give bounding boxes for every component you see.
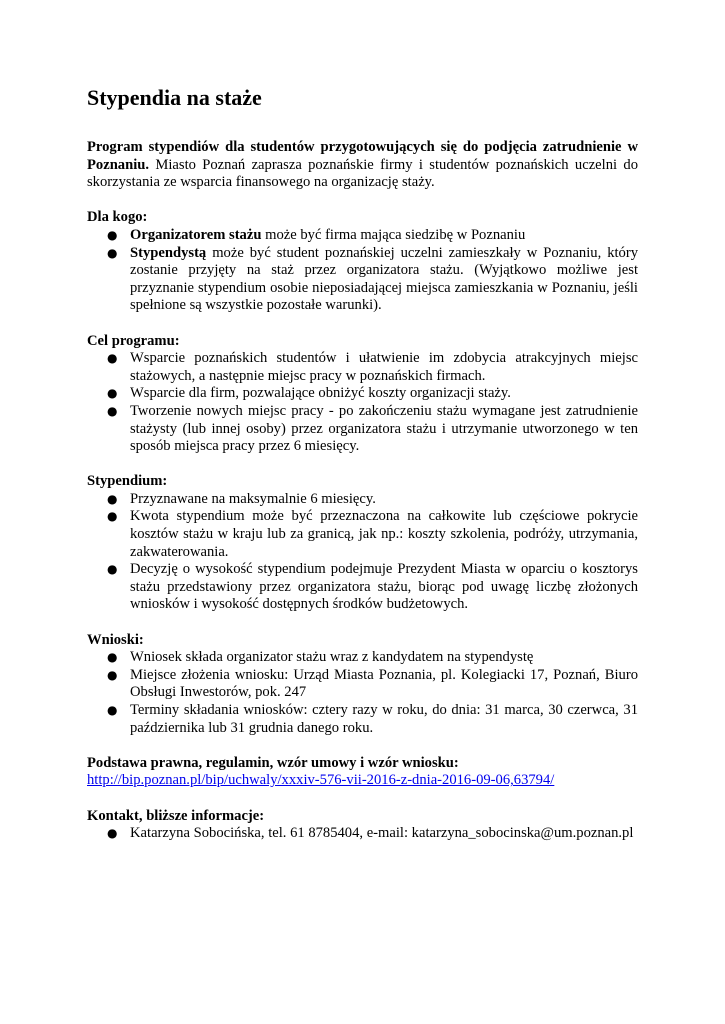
bullet-icon: ● bbox=[107, 227, 118, 242]
list-item-text: Kwota stypendium może być przeznaczona na całkowite lub częściowe pokrycie kosztów stażu w kraju lub za granicą, jak np.: koszty szkolenia, podróży, utrzymania, zakwaterowania. bbox=[130, 508, 638, 560]
intro-bold: Program stypendiów dla studentów przygotowujących się do podjęcia zatrudnienie w Poznaniu. bbox=[87, 139, 638, 173]
section-heading: Kontakt, bliższe informacje: bbox=[87, 807, 265, 824]
bullet-icon: ● bbox=[107, 403, 118, 418]
bullet-icon: ● bbox=[107, 386, 118, 401]
bullet-list bbox=[87, 491, 638, 614]
section-heading: Cel programu: bbox=[87, 332, 180, 349]
section-heading: Stypendium: bbox=[87, 473, 168, 490]
section-heading: Dla kogo: bbox=[87, 209, 148, 226]
list-item bbox=[87, 649, 638, 667]
bullet-icon: ● bbox=[107, 509, 118, 524]
list-item bbox=[87, 491, 638, 509]
section-dla-kogo bbox=[87, 209, 638, 315]
page-title: Stypendia na staże bbox=[87, 85, 262, 110]
section-wnioski bbox=[87, 632, 638, 738]
bullet-list bbox=[87, 227, 638, 315]
intro-paragraph bbox=[87, 139, 638, 192]
regulations-link[interactable]: http://bip.poznan.pl/bip/uchwaly/xxxiv-576-vii-2016-z-dnia-2016-09-06,63794/ bbox=[87, 772, 555, 789]
section-stypendium bbox=[87, 473, 638, 614]
intro-text: Miasto Poznań zaprasza poznańskie firmy i studentów poznańskich uczelni do skorzystania ze wsparcia finansowego na organizację staży. bbox=[87, 156, 638, 191]
list-item bbox=[87, 825, 638, 843]
list-item-text: Wsparcie dla firm, pozwalające obniżyć koszty organizacji staży. bbox=[130, 385, 511, 402]
list-item-text: Katarzyna Sobocińska, tel. 61 8785404, e-mail: katarzyna_sobocinska@um.poznan.pl bbox=[130, 825, 634, 842]
bullet-icon: ● bbox=[107, 351, 118, 366]
list-item bbox=[87, 561, 638, 614]
list-item-text: Wsparcie poznańskich studentów i ułatwienie im zdobycia atrakcyjnych miejsc stażowych, a następnie miejsc pracy w poznańskich firmach. bbox=[130, 350, 638, 384]
list-item bbox=[87, 227, 638, 245]
section-kontakt bbox=[87, 808, 638, 843]
list-item-bold: Stypendystą bbox=[130, 244, 207, 261]
list-item-text: może być student poznańskiej uczelni zamieszkały w Poznaniu, który zostanie przyjęty na staż przez organizatora stażu. (Wyjątkowo możliwe jest przyznanie stypendium osobie nieposiadającej miejsca zamieszkania w Poznaniu, jeśli spełnione są wszystkie pozostałe warunki). bbox=[130, 244, 638, 314]
bullet-icon: ● bbox=[107, 826, 118, 841]
bullet-icon: ● bbox=[107, 650, 118, 665]
list-item bbox=[87, 403, 638, 456]
bullet-icon: ● bbox=[107, 667, 118, 682]
list-item-text: Terminy składania wniosków: cztery razy w roku, do dnia: 31 marca, 30 czerwca, 31 października lub 31 grudnia danego roku. bbox=[130, 702, 638, 736]
list-item bbox=[87, 245, 638, 315]
section-heading: Wnioski: bbox=[87, 631, 144, 648]
list-item-text: Przyznawane na maksymalnie 6 miesięcy. bbox=[130, 490, 376, 507]
bullet-list bbox=[87, 649, 638, 737]
section-cel-programu bbox=[87, 333, 638, 456]
bullet-icon: ● bbox=[107, 562, 118, 577]
section-podstawa-prawna bbox=[87, 755, 638, 790]
list-item-text: może być firma mająca siedzibę w Poznaniu bbox=[261, 226, 526, 243]
list-item-text: Miejsce złożenia wniosku: Urząd Miasta Poznania, pl. Kolegiacki 17, Poznań, Biuro Obsługi Inwestorów, pok. 247 bbox=[130, 666, 638, 701]
list-item bbox=[87, 350, 638, 385]
list-item-bold: Organizatorem stażu bbox=[130, 226, 262, 243]
bullet-icon: ● bbox=[107, 245, 118, 260]
list-item bbox=[87, 508, 638, 561]
bullet-list bbox=[87, 350, 638, 456]
list-item-text: Decyzję o wysokość stypendium podejmuje Prezydent Miasta w oparciu o kosztorys stażu przedstawiony przez organizatora stażu, biorąc pod uwagę liczbę złożonych wniosków i wysokość dostępnych środków budżetowych. bbox=[130, 561, 638, 613]
document-content bbox=[87, 84, 638, 843]
bullet-icon: ● bbox=[107, 703, 118, 717]
section-heading: Podstawa prawna, regulamin, wzór umowy i wzór wniosku: bbox=[87, 754, 459, 771]
list-item-text: Tworzenie nowych miejsc pracy - po zakończeniu stażu wymagane jest zatrudnienie stażysty (lub innej osoby) przez organizatora stażu i utrzymanie utworzonego w ten sposób miejsca pracy przez 6 miesięcy. bbox=[130, 402, 638, 455]
bullet-list bbox=[87, 825, 638, 843]
list-item bbox=[87, 667, 638, 702]
bullet-icon: ● bbox=[107, 491, 118, 506]
list-item bbox=[87, 385, 638, 403]
link-line bbox=[87, 772, 638, 790]
list-item bbox=[87, 702, 638, 737]
list-item-text: Wniosek składa organizator stażu wraz z kandydatem na stypendystę bbox=[130, 649, 534, 666]
